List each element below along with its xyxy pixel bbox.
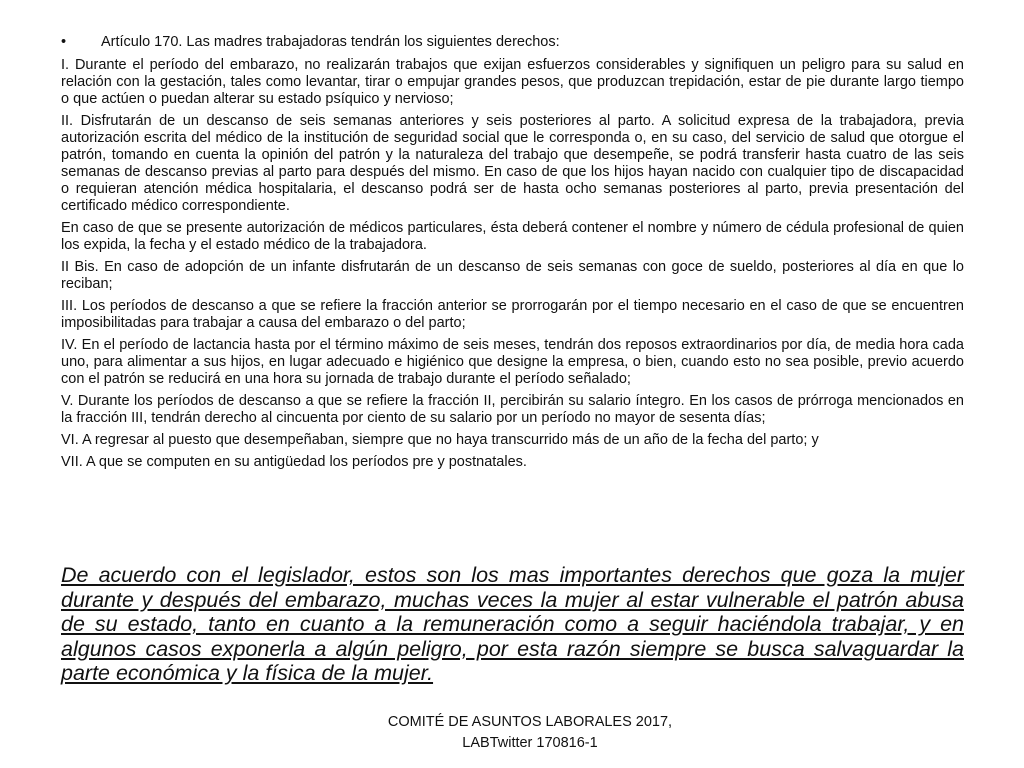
paragraph-fraction-v: V. Durante los períodos de descanso a que se refiere la fracción II, percibirán su salario íntegro. En los casos de prórroga mencionados en la fracción III, tendrán derecho al cincuenta por ciento de su salario por un período no mayor de sesenta días; <box>61 393 964 426</box>
paragraph-fraction-ii-bis: II Bis. En caso de adopción de un infante disfrutarán de un descanso de seis semanas con goce de sueldo, posteriores al día en que lo reciban; <box>61 259 964 292</box>
bullet-icon: • <box>61 34 67 50</box>
paragraph-fraction-iii: III. Los períodos de descanso a que se refiere la fracción anterior se prorrogarán por el tiempo necesario en el caso de que se encuentren imposibilitadas para trabajar a causa del embarazo o del parto; <box>61 298 964 331</box>
paragraph-fraction-i: I. Durante el período del embarazo, no realizarán trabajos que exijan esfuerzos considerables y signifiquen un peligro para su salud en relación con la gestación, tales como levantar, tirar o empujar grandes pesos, que produzcan trepidación, estar de pie durante largo tiempo o que actúen o puedan alterar su estado psíquico y nervioso; <box>61 57 964 107</box>
footer-credit <box>330 712 730 754</box>
article-body <box>61 34 964 476</box>
conclusion-text: De acuerdo con el legislador, estos son los mas importantes derechos que goza la mujer durante y después del embarazo, muchas veces la mujer al estar vulnerable el patrón abusa de su estado, tanto en cuanto a la remuneración como a seguir haciéndola trabajar, y en algunos casos exponerla a algún peligro, por esta razón siempre se busca salvaguardar la parte económica y la física de la mujer. <box>61 563 964 685</box>
paragraph-fraction-vi: VI. A regresar al puesto que desempeñaban, siempre que no haya transcurrido más de un año de la fecha del parto; y <box>61 432 819 448</box>
paragraph-private-doctors: En caso de que se presente autorización de médicos particulares, ésta deberá contener el nombre y número de cédula profesional de quien los expida, la fecha y el estado médico de la trabajadora. <box>61 220 964 253</box>
footer-line-2: LABTwitter 170816-1 <box>462 735 598 751</box>
paragraph-fraction-iv: IV. En el período de lactancia hasta por el término máximo de seis meses, tendrán dos reposos extraordinarios por día, de media hora cada uno, para alimentar a sus hijos, en lugar adecuado e higiénico que designe la empresa, o bien, cuando esto no sea posible, previo acuerdo con el patrón se reducirá en una hora su jornada de trabajo durante el período señalado; <box>61 337 964 387</box>
paragraph-fraction-ii: II. Disfrutarán de un descanso de seis semanas anteriores y seis posteriores al parto. A solicitud expresa de la trabajadora, previa autorización escrita del médico de la institución de seguridad social que le corresponda o, en su caso, del servicio de salud que otorgue el patrón, tomando en cuenta la opinión del patrón y la naturaleza del trabajo que desempeñe, se podrá transferir hasta cuatro de las seis semanas de descanso previas al parto para después del mismo. En caso de que los hijos hayan nacido con cualquier tipo de discapacidad o requieran atención médica hospitalaria, el descanso podrá ser de hasta ocho semanas posteriores al parto, previa presentación del certificado médico correspondiente. <box>61 113 964 214</box>
article-heading <box>61 34 964 51</box>
article-heading-text: Artículo 170. Las madres trabajadoras tendrán los siguientes derechos: <box>101 34 560 50</box>
footer-line-1: COMITÉ DE ASUNTOS LABORALES 2017, <box>387 714 673 730</box>
paragraph-fraction-vii: VII. A que se computen en su antigüedad los períodos pre y postnatales. <box>61 454 527 470</box>
